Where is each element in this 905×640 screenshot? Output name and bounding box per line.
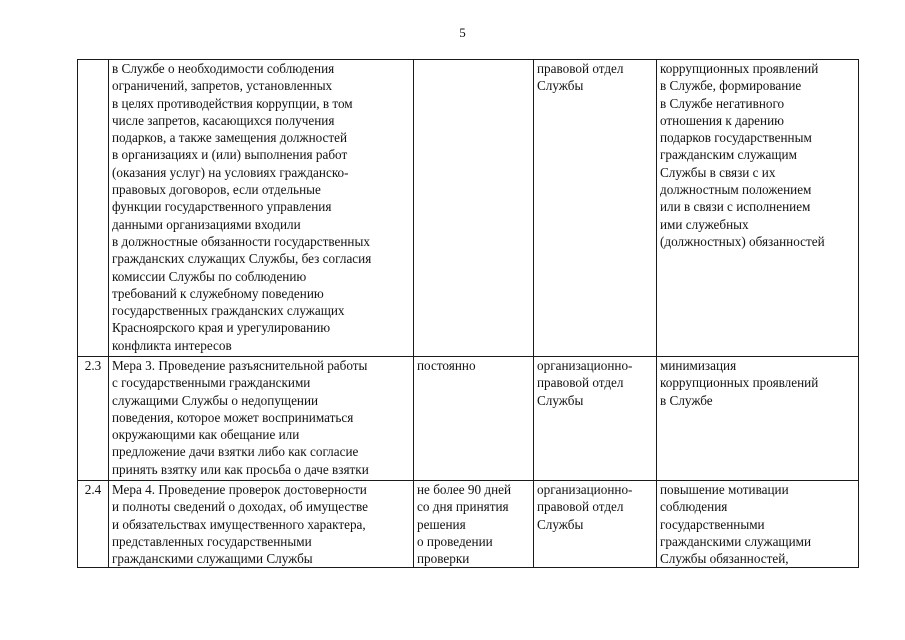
deadline-cell — [414, 481, 534, 568]
cell-line: в Службе о необходимости соблюдения — [112, 61, 335, 76]
cell-line: соблюдения — [660, 499, 728, 515]
cell-line: коррупционных проявлений — [660, 375, 819, 391]
cell-line: решения — [417, 516, 466, 532]
cell-line: гражданским служащим — [660, 147, 797, 163]
cell-line: Красноярского края и урегулированию — [112, 320, 331, 336]
measures-table — [77, 59, 859, 568]
cell-line: не более 90 дней — [417, 482, 512, 497]
cell-line: служащими Службы о недопущении — [112, 392, 319, 408]
cell-line: Службы — [537, 516, 584, 532]
cell-line: 2.3 — [84, 358, 102, 373]
cell-line: организационно- — [537, 482, 633, 497]
cell-line: ограничений, запретов, установленных — [112, 78, 333, 94]
cell-line: в Службе, формирование — [660, 78, 802, 94]
cell-line: правовой отдел — [537, 375, 624, 391]
cell-line: Службы — [537, 78, 584, 94]
cell-line: в должностные обязанности государственных — [112, 233, 370, 249]
cell-line: проверки — [417, 551, 470, 567]
cell-line: комиссии Службы по соблюдению — [112, 268, 307, 284]
cell-line: Службы обязанностей, — [660, 551, 789, 567]
responsible-cell — [534, 60, 657, 357]
cell-line: правовой отдел — [537, 61, 624, 76]
row-number-cell — [78, 357, 109, 481]
table-body — [78, 60, 859, 568]
measure-cell — [109, 357, 414, 481]
page-number: 5 — [459, 25, 466, 40]
cell-line: отношения к дарению — [660, 112, 784, 128]
table-row — [78, 357, 859, 481]
table-row — [78, 481, 859, 568]
cell-line: в Службе — [660, 392, 713, 408]
cell-line: и обязательствах имущественного характера, — [112, 516, 366, 532]
cell-line: ими служебных — [660, 216, 749, 232]
cell-line: поведения, которое может восприниматься — [112, 409, 354, 425]
cell-line: принять взятку или как просьба о даче взятки — [112, 461, 369, 477]
cell-line: Мера 3. Проведение разъяснительной работы — [112, 358, 368, 373]
cell-line: подарков государственным — [660, 130, 812, 146]
cell-line: числе запретов, касающихся получения — [112, 112, 335, 128]
cell-line: Мера 4. Проведение проверок достоверности — [112, 482, 367, 497]
result-cell — [657, 357, 859, 481]
cell-line: окружающими как обещание или — [112, 427, 300, 443]
cell-line: (должностных) обязанностей — [660, 233, 825, 249]
deadline-cell — [414, 357, 534, 481]
row-number-cell — [78, 60, 109, 357]
result-cell — [657, 60, 859, 357]
cell-line: постоянно — [417, 358, 476, 373]
cell-line: в организациях и (или) выполнения работ — [112, 147, 348, 163]
cell-line: коррупционных проявлений — [660, 61, 819, 76]
cell-line: должностным положением — [660, 182, 812, 198]
row-number-cell — [78, 481, 109, 568]
cell-line: функции государственного управления — [112, 199, 332, 215]
cell-line: предложение дачи взятки либо как согласие — [112, 444, 359, 460]
responsible-cell — [534, 481, 657, 568]
cell-line: требований к служебному поведению — [112, 285, 324, 301]
cell-line: или в связи с исполнением — [660, 199, 811, 215]
cell-line: и полноты сведений о доходах, об имуществе — [112, 499, 368, 515]
cell-line: конфликта интересов — [112, 337, 232, 353]
cell-line: в Службе негативного — [660, 95, 785, 111]
cell-line: повышение мотивации — [660, 482, 789, 497]
cell-line: представленных государственными — [112, 533, 312, 549]
cell-line: со дня принятия — [417, 499, 509, 515]
cell-line: 2.4 — [84, 482, 102, 497]
cell-line: подарков, а также замещения должностей — [112, 130, 348, 146]
cell-line: государственных гражданских служащих — [112, 303, 345, 319]
measure-cell — [109, 481, 414, 568]
result-cell — [657, 481, 859, 568]
cell-line: правовой отдел — [537, 499, 624, 515]
measure-cell — [109, 60, 414, 357]
table-row — [78, 60, 859, 357]
cell-line: правовых договоров, если отдельные — [112, 182, 321, 198]
cell-line: в целях противодействия коррупции, в том — [112, 95, 353, 111]
cell-line: гражданскими служащими — [660, 533, 812, 549]
cell-line: Службы в связи с их — [660, 164, 776, 180]
cell-line: гражданскими служащими Службы — [112, 551, 313, 567]
cell-line: гражданских служащих Службы, без согласия — [112, 251, 372, 267]
cell-line: минимизация — [660, 358, 737, 373]
responsible-cell — [534, 357, 657, 481]
deadline-cell — [414, 60, 534, 357]
cell-line: Службы — [537, 392, 584, 408]
cell-line: данными организациями входили — [112, 216, 301, 232]
cell-line: организационно- — [537, 358, 633, 373]
cell-line: (оказания услуг) на условиях гражданско- — [112, 164, 349, 180]
cell-line: государственными — [660, 516, 765, 532]
cell-line: о проведении — [417, 533, 493, 549]
cell-line: с государственными гражданскими — [112, 375, 311, 391]
